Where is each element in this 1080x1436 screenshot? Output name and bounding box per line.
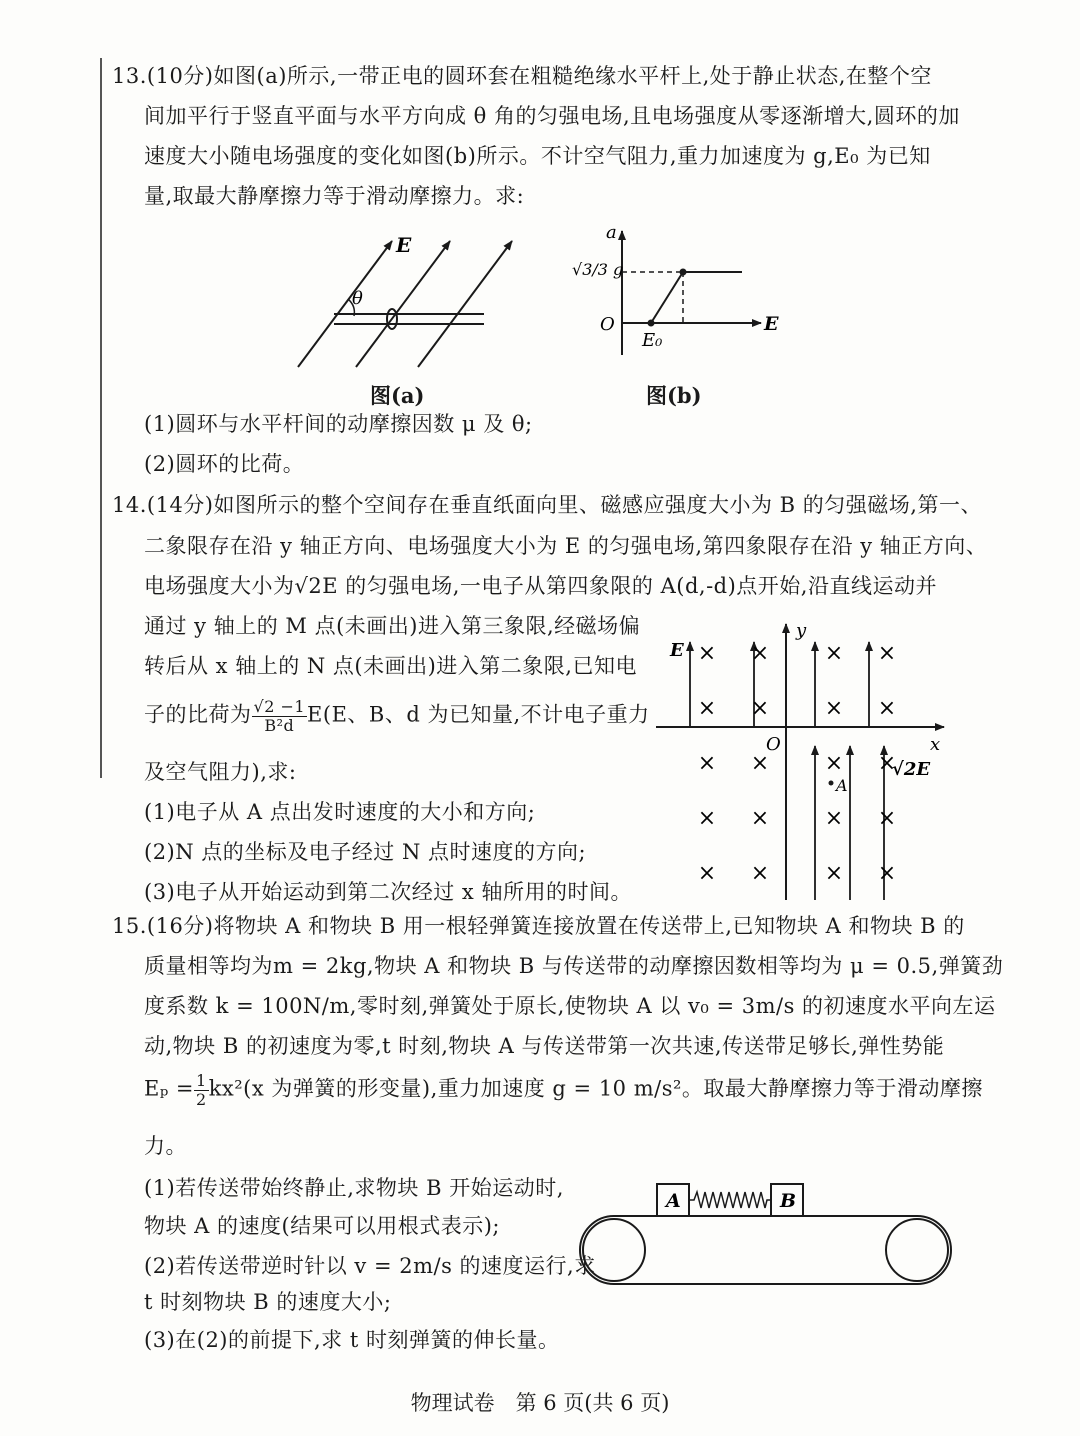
cross-1: × bbox=[697, 641, 717, 666]
cross-18: × bbox=[750, 861, 770, 886]
field-sqrt2e-label: √2E bbox=[892, 759, 931, 780]
cross-16: × bbox=[877, 806, 897, 831]
ep-prefix: Eₚ = bbox=[144, 1076, 194, 1101]
q14-line-2: 二象限存在沿 y 轴正方向、电场强度大小为 E 的匀强电场,第四象限存在沿 y 轴正方向、 bbox=[144, 534, 988, 558]
cross-3: × bbox=[824, 641, 844, 666]
cross-15: × bbox=[824, 806, 844, 831]
q15-line-3: 度系数 k = 100N/m,零时刻,弹簧处于原长,使物块 A 以 v₀ = 3m/s 的初速度水平向左运 bbox=[144, 994, 996, 1018]
cross-8: × bbox=[877, 696, 897, 721]
angle-theta-label: θ bbox=[352, 288, 363, 309]
charge-ratio-suffix: E(E、B、d 为已知量,不计电子重力 bbox=[307, 702, 650, 727]
fig-a-caption: 图(a) bbox=[370, 383, 425, 408]
q15-line-2: 质量相等均为m = 2kg,物块 A 和物块 B 与传送带的动摩擦因数相等均为 μ = 0.5,弹簧劲 bbox=[144, 954, 1004, 978]
q15-line-force: 力。 bbox=[144, 1134, 187, 1158]
q14-question-1: (1)电子从 A 点出发时速度的大小和方向; bbox=[144, 800, 536, 824]
cross-14: × bbox=[750, 806, 770, 831]
cross-19: × bbox=[824, 861, 844, 886]
q13-line-4: 量,取最大静摩擦力等于滑动摩擦力。求: bbox=[144, 184, 525, 208]
q14-line-1: 14.(14分)如图所示的整个空间存在垂直纸面向里、磁感应强度大小为 B 的匀强磁场,第一、 bbox=[112, 493, 982, 517]
q14-question-2: (2)N 点的坐标及电子经过 N 点时速度的方向; bbox=[144, 840, 587, 864]
cross-2: × bbox=[750, 641, 770, 666]
q14-line-after: 及空气阻力),求: bbox=[144, 760, 297, 784]
q13-question-2: (2)圆环的比荷。 bbox=[144, 452, 305, 476]
block-b-label: B bbox=[780, 1190, 797, 1212]
cross-12: × bbox=[877, 751, 897, 776]
q14-line-4: 通过 y 轴上的 M 点(未画出)进入第三象限,经磁场偏 bbox=[144, 614, 641, 638]
axis-y-label: y bbox=[796, 620, 807, 641]
ep-numerator: 1 bbox=[196, 1071, 207, 1090]
origin-o-label-q14: O bbox=[766, 734, 781, 755]
charge-ratio-prefix: 子的比荷为 bbox=[144, 702, 252, 727]
cross-6: × bbox=[750, 696, 770, 721]
axis-e-label: E bbox=[764, 313, 779, 335]
field-e-label: E bbox=[396, 233, 412, 257]
fig-b-caption: 图(b) bbox=[646, 383, 702, 408]
q15-question-2a: (2)若传送带逆时针以 v = 2m/s 的速度运行,求 bbox=[144, 1254, 596, 1278]
q14-line-3: 电场强度大小为√2E 的匀强电场,一电子从第四象限的 A(d,-d)点开始,沿直线运动并 bbox=[144, 574, 937, 598]
cross-9: × bbox=[697, 751, 717, 776]
charge-ratio-numerator: √2 −1 bbox=[253, 697, 306, 716]
q13-line-2: 间加平行于竖直平面与水平方向成 θ 角的匀强电场,且电场强度从零逐渐增大,圆环的加 bbox=[144, 104, 960, 128]
field-e-top-label: E bbox=[670, 640, 684, 661]
axis-x-label: x bbox=[930, 734, 941, 755]
block-a-label: A bbox=[666, 1190, 681, 1212]
q15-question-1a: (1)若传送带始终静止,求物块 B 开始运动时, bbox=[144, 1176, 564, 1200]
point-a-label: A bbox=[836, 776, 848, 795]
sqrt3-over-3-g-label: √3/3 g bbox=[572, 260, 624, 279]
cross-5: × bbox=[697, 696, 717, 721]
cross-10: × bbox=[750, 751, 770, 776]
page-footer: 物理试卷 第 6 页(共 6 页) bbox=[410, 1391, 670, 1415]
ep-suffix: kx²(x 为弹簧的形变量),重力加速度 g = 10 m/s²。取最大静摩擦力等于滑动摩擦 bbox=[208, 1076, 983, 1101]
origin-o-label: O bbox=[600, 314, 615, 335]
charge-ratio-denominator: B²d bbox=[264, 715, 295, 735]
axis-a-label: a bbox=[606, 222, 617, 243]
cross-17: × bbox=[697, 861, 717, 886]
q13-question-1: (1)圆环与水平杆间的动摩擦因数 μ 及 θ; bbox=[144, 412, 533, 436]
q15-question-2b: t 时刻物块 B 的速度大小; bbox=[144, 1290, 392, 1314]
cross-4: × bbox=[877, 641, 897, 666]
e0-label: E₀ bbox=[642, 330, 663, 351]
cross-7: × bbox=[824, 696, 844, 721]
q13-line-1: 13.(10分)如图(a)所示,一带正电的圆环套在粗糙绝缘水平杆上,处于静止状态,在整个空 bbox=[112, 64, 932, 88]
q14-line-5: 转后从 x 轴上的 N 点(未画出)进入第二象限,已知电 bbox=[144, 654, 637, 678]
q15-question-3: (3)在(2)的前提下,求 t 时刻弹簧的伸长量。 bbox=[144, 1328, 560, 1352]
ep-denominator: 2 bbox=[196, 1089, 207, 1109]
cross-11: × bbox=[824, 751, 844, 776]
q13-line-3: 速度大小随电场强度的变化如图(b)所示。不计空气阻力,重力加速度为 g,E₀ 为已知 bbox=[144, 144, 931, 168]
q15-line-1: 15.(16分)将物块 A 和物块 B 用一根轻弹簧连接放置在传送带上,已知物块 A 和物块 B 的 bbox=[112, 914, 965, 938]
cross-20: × bbox=[877, 861, 897, 886]
q15-line-4: 动,物块 B 的初速度为零,t 时刻,物块 A 与传送带第一次共速,传送带足够长,弹性势能 bbox=[144, 1034, 945, 1058]
q14-question-3: (3)电子从开始运动到第二次经过 x 轴所用的时间。 bbox=[144, 880, 632, 904]
cross-13: × bbox=[697, 806, 717, 831]
q15-question-1b: 物块 A 的速度(结果可以用根式表示); bbox=[144, 1214, 500, 1238]
